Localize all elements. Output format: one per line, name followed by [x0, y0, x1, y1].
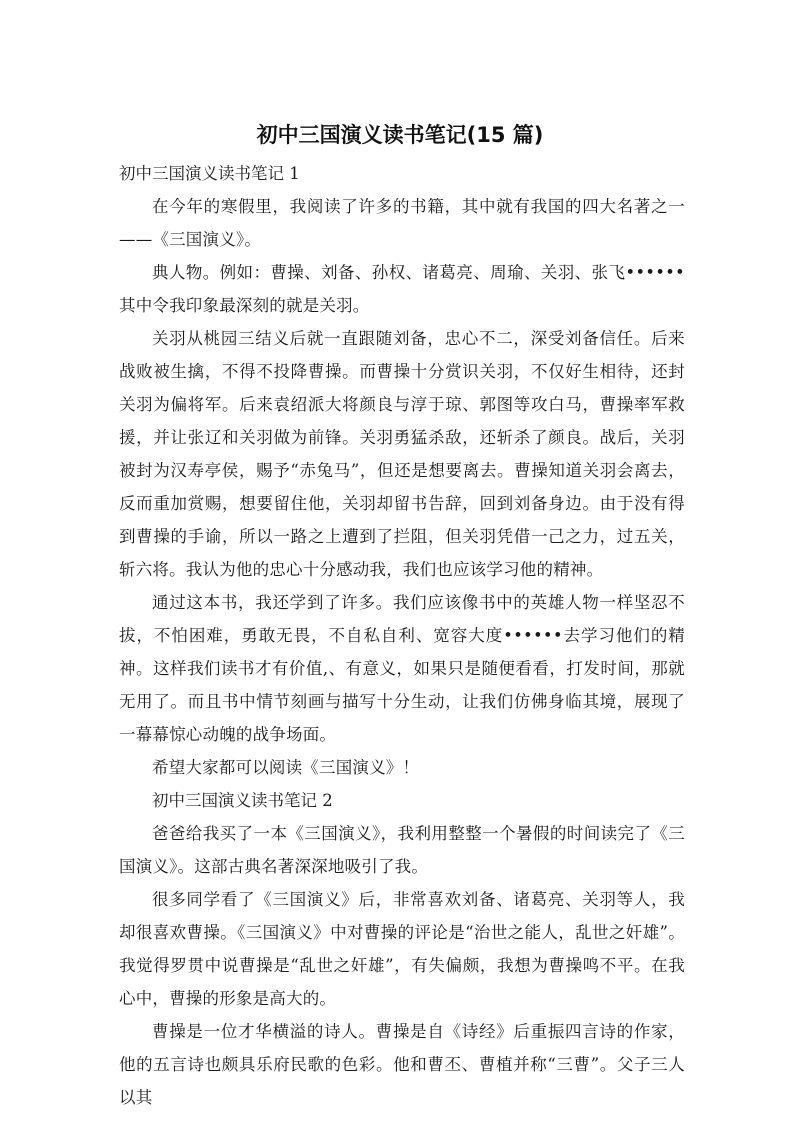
- paragraph: 在今年的寒假里，我阅读了许多的书籍，其中就有我国的四大名著之一——《三国演义》。: [119, 197, 685, 249]
- paragraph: 曹操是一位才华横溢的诗人。曹操是自《诗经》后重振四言诗的作家，他的五言诗也颇具乐府民歌的色彩。他和曹丕、曹植并称“三曹”。父子三人以其: [119, 1022, 685, 1107]
- document-title: 初中三国演义读书笔记(15 篇): [256, 123, 544, 147]
- paragraph: 通过这本书，我还学到了许多。我们应该像书中的英雄人物一样坚忍不拔，不怕困难，勇敢无畏，不自私自利、宽容大度••••••去学习他们的精神。这样我们读书才有价值,、有意义，如果只是随便看看，打发时间，那就无用了。而且书中情节刻画与描写十分生动，让我们仿佛身临其境，展现了一幕幕惊心动魄的战争场面。: [119, 593, 685, 744]
- paragraph: 爸爸给我买了一本《三国演义》，我利用整整一个暑假的时间读完了《三国演义》。这部古典名著深深地吸引了我。: [119, 824, 685, 876]
- paragraph: 关羽从桃园三结义后就一直跟随刘备，忠心不二，深受刘备信任。后来战败被生擒，不得不投降曹操。而曹操十分赏识关羽，不仅好生相待，还封关羽为偏将军。后来袁绍派大将颜良与淳于琼、郭图等攻白马，曹操率军救援，并让张辽和关羽做为前锋。关羽勇猛杀敌，还斩杀了颜良。战后，关羽被封为汉寿亭侯，赐予“赤兔马”，但还是想要离去。曹操知道关羽会离去，反而重加赏赐，想要留住他，关羽却留书告辞，回到刘备身边。由于没有得到曹操的手谕，所以一路之上遭到了拦阻，但关羽凭借一己之力，过五关，斩六将。我认为他的忠心十分感动我，我们也应该学习他的精神。: [119, 329, 685, 579]
- section-heading: 初中三国演义读书笔记 2: [152, 791, 333, 810]
- paragraph: 典人物。例如：曹操、刘备、孙权、诸葛亮、周瑜、关羽、张飞••••••其中令我印象最深刻的就是关羽。: [119, 263, 685, 315]
- document-body: [119, 157, 685, 1114]
- section-heading: 初中三国演义读书笔记 1: [119, 164, 300, 183]
- paragraph: 很多同学看了《三国演义》后，非常喜欢刘备、诸葛亮、关羽等人，我却很喜欢曹操。《三国演义》中对曹操的评论是“治世之能人，乱世之奸雄”。我觉得罗贯中说曹操是“乱世之奸雄”，有失偏颇，我想为曹操鸣不平。在我心中，曹操的形象是高大的。: [119, 890, 685, 1008]
- paragraph: 希望大家都可以阅读《三国演义》！: [152, 758, 420, 777]
